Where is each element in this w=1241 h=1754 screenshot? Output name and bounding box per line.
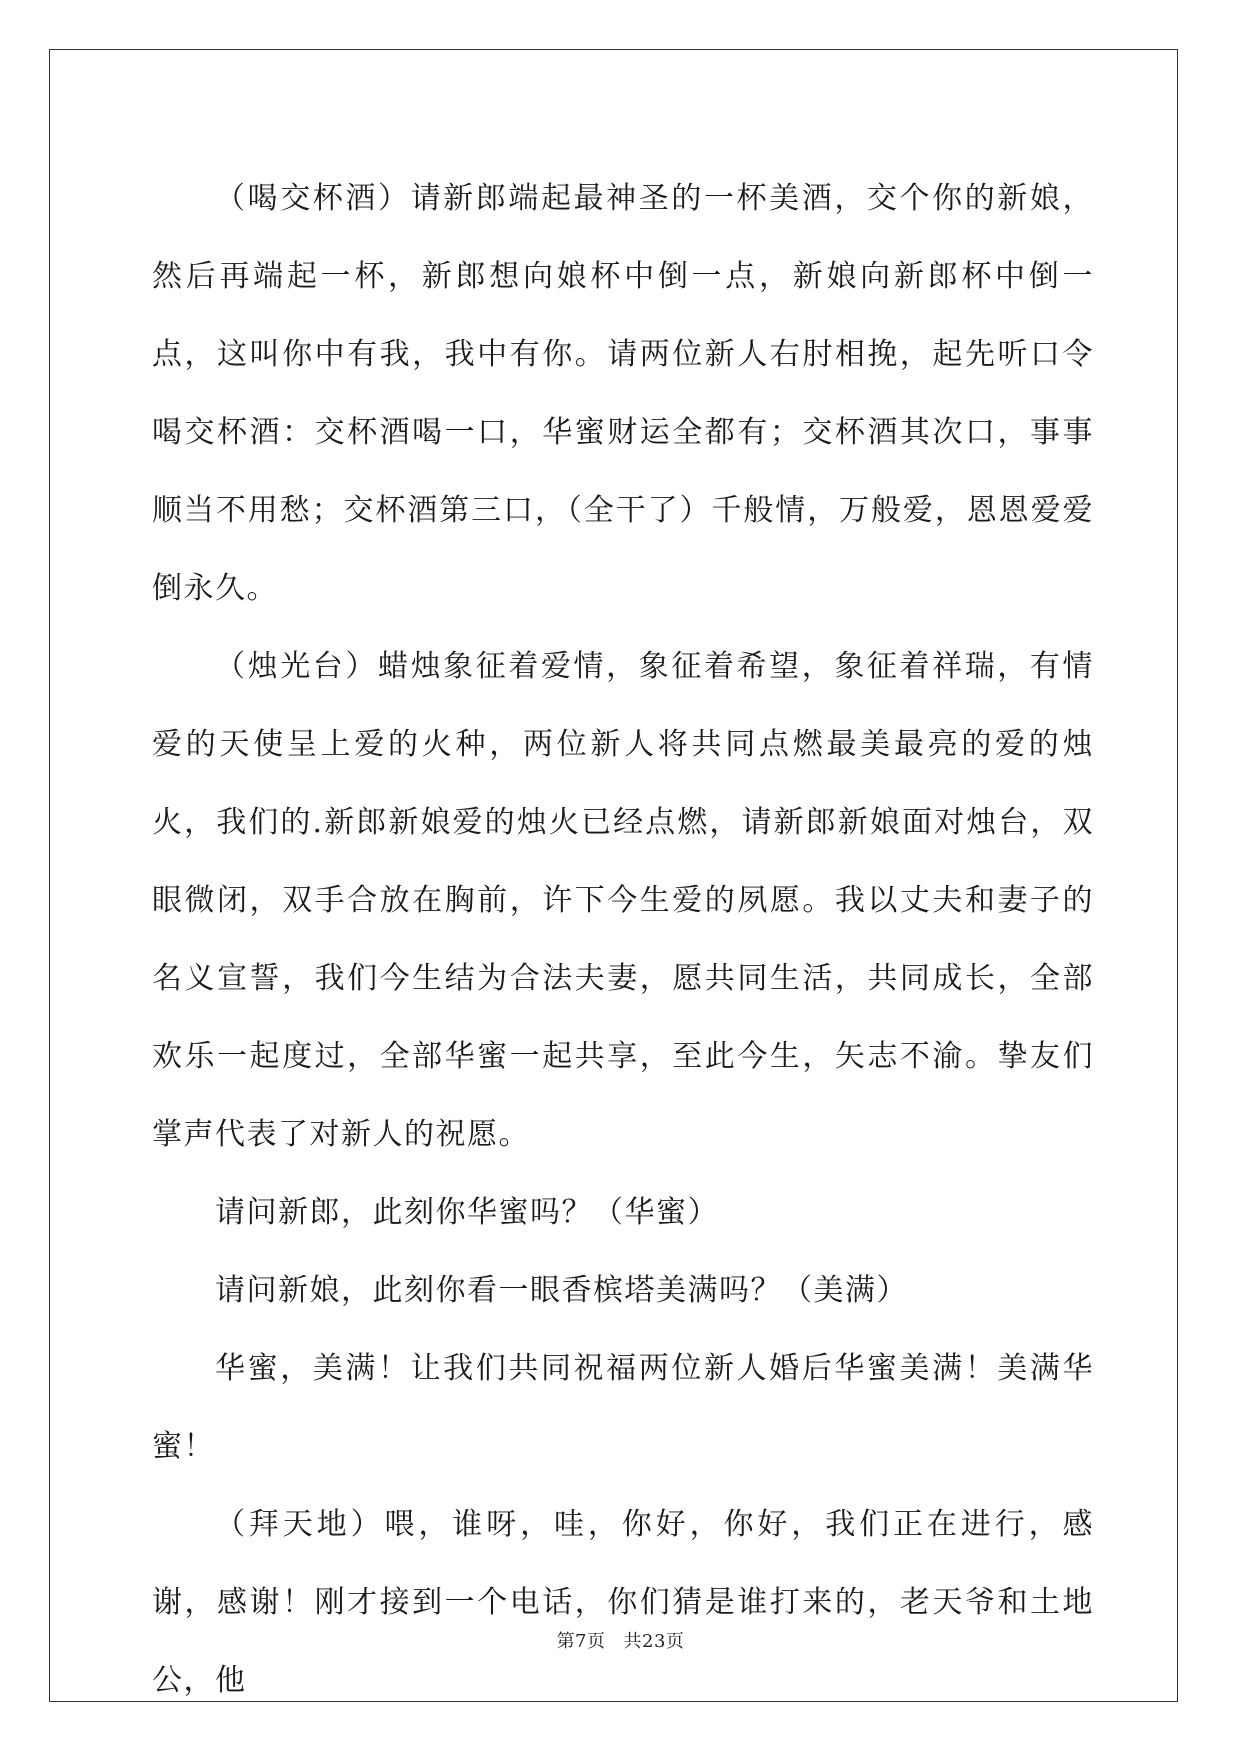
document-body <box>152 160 1094 1720</box>
paragraph-ask-bride: 请问新娘，此刻你看一眼香槟塔美满吗？（美满） <box>215 1273 908 1308</box>
page-footer <box>0 1627 1241 1653</box>
paragraph-candle: （烛光台）蜡烛象征着爱情，象征着希望，象征着祥瑞，有情爱的天使呈上爱的火种，两位新人将共同点燃最美最亮的爱的烛火，我们的.新郎新娘爱的烛火已经点燃，请新郎新娘面对烛台，双眼微闭，双手合放在胸前，许下今生爱的夙愿。我以丈夫和妻子的名义宣誓，我们今生结为合法夫妻，愿共同生活，共同成长，全部欢乐一起度过，全部华蜜一起共享，至此今生，矢志不渝。挚友们掌声代表了对新人的祝愿。 <box>152 649 1094 1152</box>
page-number: 第7页 <box>556 1631 606 1652</box>
paragraph-toast: （喝交杯酒）请新郎端起最神圣的一杯美酒，交个你的新娘，然后再端起一杯，新郎想向娘杯中倒一点，新娘向新郎杯中倒一点，这叫你中有我，我中有你。请两位新人右肘相挽，起先听口令喝交杯酒：交杯酒喝一口，华蜜财运全都有；交杯酒其次口，事事顺当不用愁；交杯酒第三口，（全干了）千般情，万般爱，恩恩爱爱倒永久。 <box>152 181 1094 606</box>
paragraph-bow: （拜天地）喂，谁呀，哇，你好，你好，我们正在进行，感谢，感谢！刚才接到一个电话，你们猜是谁打来的，老天爷和土地公，他 <box>152 1507 1094 1698</box>
page-total: 共23页 <box>623 1631 685 1652</box>
paragraph-ask-groom: 请问新郎，此刻你华蜜吗？（华蜜） <box>215 1195 719 1230</box>
paragraph-blessing: 华蜜，美满！让我们共同祝福两位新人婚后华蜜美满！美满华蜜！ <box>152 1351 1094 1464</box>
